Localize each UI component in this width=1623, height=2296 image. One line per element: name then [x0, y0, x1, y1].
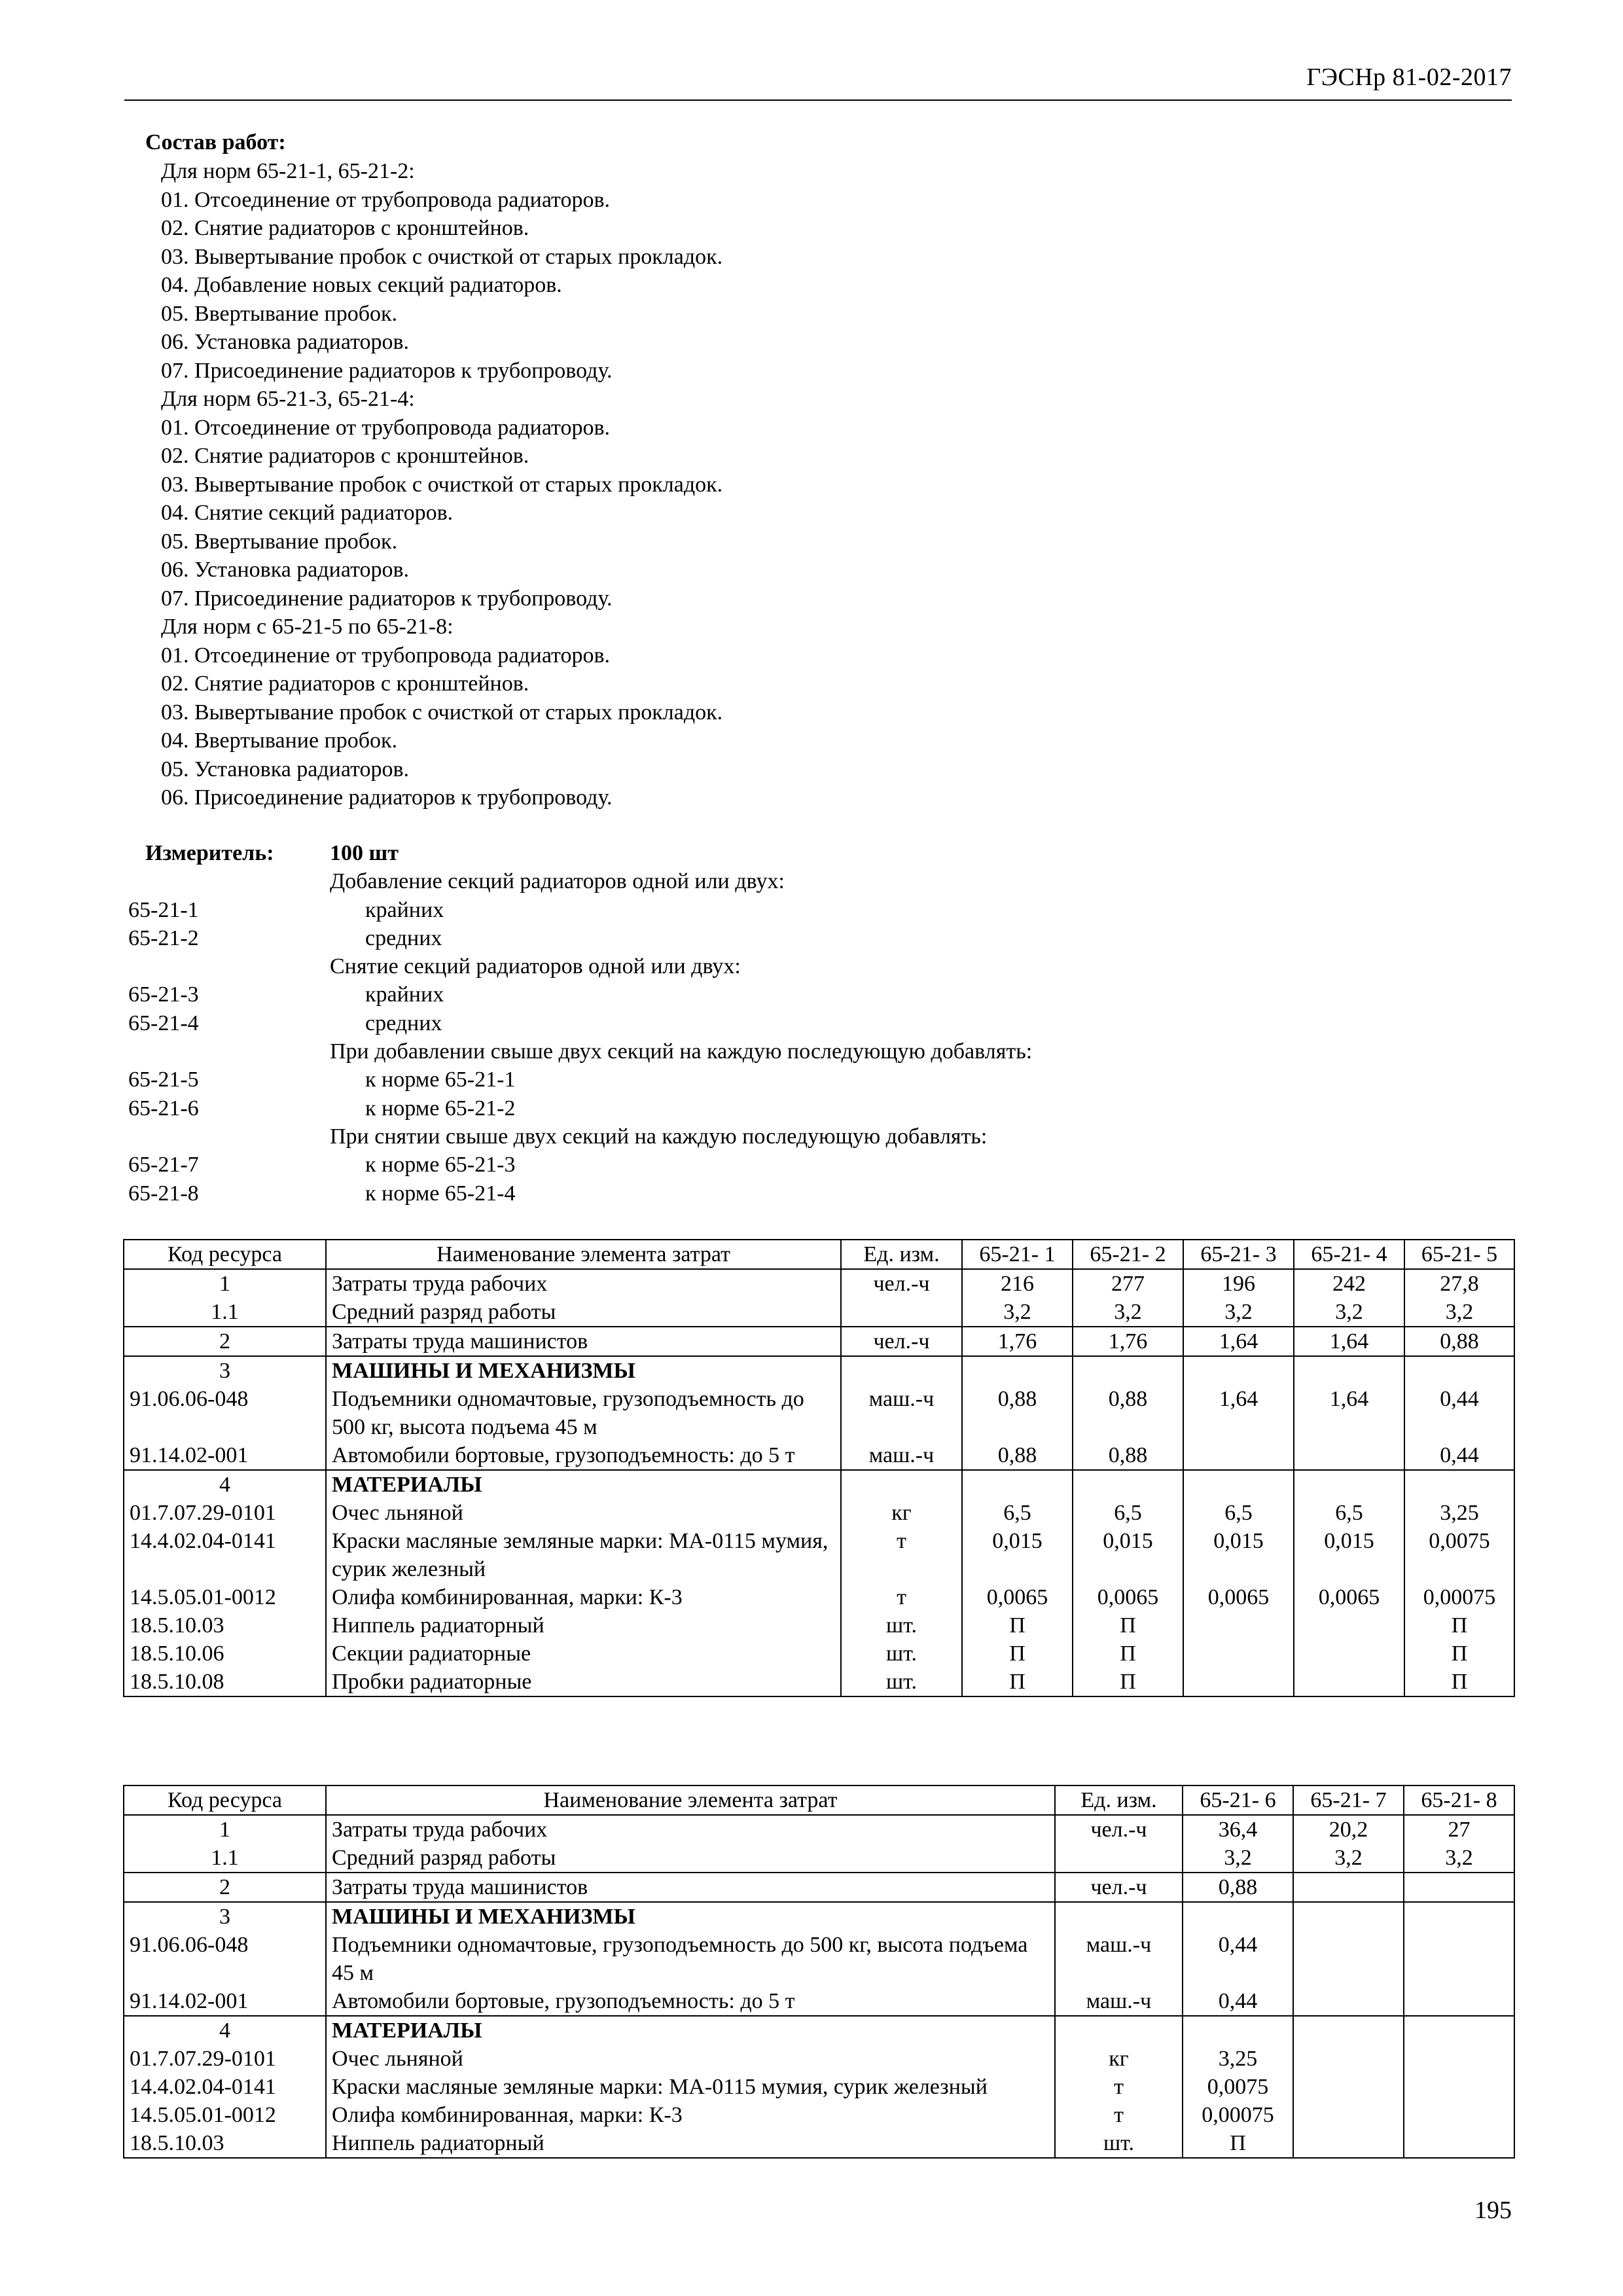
norm-value [1183, 1640, 1294, 1668]
norm-value: 0,88 [962, 1385, 1073, 1441]
table-row [124, 1873, 1514, 1902]
resource-code: 14.4.02.04-0141 [124, 1527, 326, 1583]
cost-element-name: Подъемники одномачтовые, грузоподъемность до 500 кг, высота подъема 45 м [326, 1931, 1055, 1987]
measure-row [128, 1009, 1437, 1037]
norm-value: 3,2 [1183, 1298, 1294, 1327]
unit-of-measure [841, 1298, 962, 1327]
norm-value [1404, 2073, 1514, 2101]
work-step: 04. Добавление новых секций радиаторов. [161, 273, 562, 297]
measure-list [128, 867, 1437, 1208]
norm-value [1404, 2101, 1514, 2129]
norm-value: 3,25 [1183, 2045, 1293, 2073]
column-header: Ед. изм. [1055, 1785, 1183, 1815]
work-step: Для норм 65-21-3, 65-21-4: [161, 387, 415, 411]
unit-of-measure: чел.-ч [841, 1269, 962, 1298]
document-code: ГЭСНр 81-02-2017 [1306, 63, 1512, 91]
unit-of-measure: шт. [841, 1640, 962, 1668]
unit-of-measure: шт. [841, 1611, 962, 1640]
norm-value: 0,015 [1183, 1527, 1294, 1583]
work-step: Для норм 65-21-1, 65-21-2: [161, 159, 415, 183]
cost-element-name: Очес льняной [326, 2045, 1055, 2073]
measure-row [128, 1066, 1437, 1094]
norm-value [1183, 1611, 1294, 1640]
table-header-row [124, 1240, 1514, 1269]
norm-value [1293, 2129, 1404, 2158]
norm-value: 3,2 [1294, 1298, 1404, 1327]
unit-of-measure: маш.-ч [841, 1441, 962, 1470]
norm-value: 0,00075 [1183, 2101, 1293, 2129]
norm-value: 0,44 [1404, 1385, 1514, 1441]
resource-code: 14.5.05.01-0012 [124, 2101, 326, 2129]
unit-of-measure: кг [841, 1499, 962, 1527]
norm-description: При добавлении свыше двух секций на каждую последующую добавлять: [330, 1039, 1033, 1064]
norm-value [1073, 1356, 1183, 1385]
unit-of-measure [1055, 1844, 1183, 1873]
work-composition-title: Состав работ: [145, 130, 286, 154]
norm-value: 0,0065 [1073, 1583, 1183, 1611]
cost-element-name: МАШИНЫ И МЕХАНИЗМЫ [326, 1902, 1055, 1931]
unit-of-measure: шт. [1055, 2129, 1183, 2158]
resource-code: 1 [124, 1269, 326, 1298]
measure-row [128, 980, 1437, 1009]
table-row [124, 2016, 1514, 2045]
table-row [124, 1640, 1514, 1668]
cost-element-name: Затраты труда машинистов [326, 1327, 841, 1356]
norm-value: 277 [1073, 1269, 1183, 1298]
column-header: 65-21- 1 [962, 1240, 1073, 1269]
cost-element-name: МАТЕРИАЛЫ [326, 2016, 1055, 2045]
norm-value: 0,44 [1183, 1931, 1293, 1987]
cost-element-name: Секции радиаторные [326, 1640, 841, 1668]
table-row [124, 2073, 1514, 2101]
norm-value: 1,64 [1294, 1327, 1404, 1356]
work-step: 03. Вывертывание пробок с очисткой от старых прокладок. [161, 472, 723, 497]
unit-of-measure: чел.-ч [1055, 1815, 1183, 1844]
unit-of-measure: кг [1055, 2045, 1183, 2073]
work-step: 01. Отсоединение от трубопровода радиаторов. [161, 643, 611, 668]
cost-element-name: Затраты труда машинистов [326, 1873, 1055, 1902]
work-composition [145, 128, 1389, 812]
norm-value: П [962, 1611, 1073, 1640]
norm-code: 65-21-3 [128, 982, 199, 1007]
norm-value [962, 1470, 1073, 1499]
column-header: 65-21- 5 [1404, 1240, 1514, 1269]
norm-value: 3,2 [1073, 1298, 1183, 1327]
norm-value: П [962, 1640, 1073, 1668]
norm-value [1404, 1356, 1514, 1385]
work-step: 04. Ввертывание пробок. [161, 728, 398, 753]
cost-element-name: Автомобили бортовые, грузоподъемность: до 5 т [326, 1987, 1055, 2016]
unit-of-measure: чел.-ч [1055, 1873, 1183, 1902]
norm-value: 0,0075 [1404, 1527, 1514, 1583]
norm-value: 0,88 [1404, 1327, 1514, 1356]
column-header: Код ресурса [124, 1785, 326, 1815]
norm-value: 6,5 [962, 1499, 1073, 1527]
table-row [124, 1902, 1514, 1931]
column-header: Код ресурса [124, 1240, 326, 1269]
table-row [124, 1327, 1514, 1356]
measure-header [128, 839, 1437, 867]
unit-of-measure [1055, 2016, 1183, 2045]
measure-row [128, 1037, 1437, 1066]
resource-code: 3 [124, 1902, 326, 1931]
norm-description: крайних [365, 982, 444, 1007]
norm-value: П [1073, 1668, 1183, 1696]
work-step: 02. Снятие радиаторов с кронштейнов. [161, 216, 529, 240]
work-step: 02. Снятие радиаторов с кронштейнов. [161, 672, 529, 696]
norm-value [1294, 1668, 1404, 1696]
norm-value: 196 [1183, 1269, 1294, 1298]
norm-value: 1,64 [1183, 1385, 1294, 1441]
norm-value [1073, 1470, 1183, 1499]
cost-element-name: Автомобили бортовые, грузоподъемность: до 5 т [326, 1441, 841, 1470]
work-step: 03. Вывертывание пробок с очисткой от старых прокладок. [161, 244, 723, 269]
column-header: 65-21- 4 [1294, 1240, 1404, 1269]
norm-value: 20,2 [1293, 1815, 1404, 1844]
resource-code: 1.1 [124, 1298, 326, 1327]
norm-value: 0,0075 [1183, 2073, 1293, 2101]
column-header: 65-21- 7 [1293, 1785, 1404, 1815]
norm-value: П [962, 1668, 1073, 1696]
norm-description: средних [365, 1011, 442, 1035]
work-step: 06. Присоединение радиаторов к трубопроводу. [161, 785, 613, 810]
measure-block [128, 839, 1437, 1208]
resource-code: 2 [124, 1873, 326, 1902]
norm-description: средних [365, 925, 442, 950]
norm-value: 0,0065 [962, 1583, 1073, 1611]
resource-code: 4 [124, 2016, 326, 2045]
norm-value [962, 1356, 1073, 1385]
norm-value [1404, 2129, 1514, 2158]
resource-code: 14.5.05.01-0012 [124, 1583, 326, 1611]
work-step: 07. Присоединение радиаторов к трубопроводу. [161, 358, 613, 383]
norm-value: 0,88 [1073, 1385, 1183, 1441]
resource-code: 01.7.07.29-0101 [124, 1499, 326, 1527]
norm-value [1294, 1470, 1404, 1499]
measure-row [128, 952, 1437, 980]
resource-code: 91.14.02-001 [124, 1987, 326, 2016]
norm-code: 65-21-2 [128, 925, 199, 950]
norm-description: к норме 65-21-3 [365, 1153, 516, 1177]
norm-value [1404, 1902, 1514, 1931]
measure-row [128, 867, 1437, 895]
resource-table-2 [123, 1785, 1515, 2159]
norm-value: 0,88 [1073, 1441, 1183, 1470]
norm-value: 3,2 [1183, 1844, 1293, 1873]
work-step: 05. Ввертывание пробок. [161, 529, 398, 554]
page-number: 195 [1474, 2197, 1512, 2224]
norm-value [1293, 1987, 1404, 2016]
column-header: 65-21- 3 [1183, 1240, 1294, 1269]
norm-value [1293, 2045, 1404, 2073]
work-step: 05. Установка радиаторов. [161, 757, 410, 781]
unit-of-measure: т [1055, 2073, 1183, 2101]
norm-value [1183, 1470, 1294, 1499]
resource-code: 2 [124, 1327, 326, 1356]
table-row [124, 2101, 1514, 2129]
norm-value: П [1073, 1611, 1183, 1640]
norm-value: 216 [962, 1269, 1073, 1298]
norm-value: П [1404, 1611, 1514, 1640]
norm-code: 65-21-5 [128, 1067, 199, 1092]
resource-code: 1 [124, 1815, 326, 1844]
norm-value [1183, 1356, 1294, 1385]
norm-value: 0,44 [1183, 1987, 1293, 2016]
norm-value [1293, 1873, 1404, 1902]
work-step: 05. Ввертывание пробок. [161, 301, 398, 326]
norm-value: П [1404, 1640, 1514, 1668]
table-row [124, 2045, 1514, 2073]
unit-of-measure: маш.-ч [1055, 1987, 1183, 2016]
norm-value [1404, 2016, 1514, 2045]
norm-value [1294, 1441, 1404, 1470]
norm-value: 3,2 [1293, 1844, 1404, 1873]
cost-element-name: Ниппель радиаторный [326, 2129, 1055, 2158]
cost-element-name: МАШИНЫ И МЕХАНИЗМЫ [326, 1356, 841, 1385]
norm-value [1183, 2016, 1293, 2045]
table-row [124, 2129, 1514, 2158]
unit-of-measure: маш.-ч [841, 1385, 962, 1441]
work-step: 03. Вывертывание пробок с очисткой от старых прокладок. [161, 700, 723, 725]
resource-code: 01.7.07.29-0101 [124, 2045, 326, 2073]
cost-element-name: Очес льняной [326, 1499, 841, 1527]
table-row [124, 1527, 1514, 1583]
resource-code: 18.5.10.03 [124, 1611, 326, 1640]
norm-value: 6,5 [1183, 1499, 1294, 1527]
norm-value: 0,44 [1404, 1441, 1514, 1470]
work-step: 06. Установка радиаторов. [161, 558, 410, 582]
table-row [124, 1499, 1514, 1527]
column-header: 65-21- 6 [1183, 1785, 1293, 1815]
table-row [124, 1298, 1514, 1327]
norm-code: 65-21-8 [128, 1181, 199, 1206]
norm-value [1183, 1441, 1294, 1470]
norm-value [1404, 1931, 1514, 1987]
norm-value [1183, 1902, 1293, 1931]
norm-description: к норме 65-21-4 [365, 1181, 516, 1206]
table-header-row [124, 1785, 1514, 1815]
work-step: 01. Отсоединение от трубопровода радиаторов. [161, 187, 611, 212]
norm-value [1404, 1470, 1514, 1499]
cost-element-name: Ниппель радиаторный [326, 1611, 841, 1640]
work-composition-list [145, 157, 1389, 812]
cost-element-name: Пробки радиаторные [326, 1668, 841, 1696]
norm-value: П [1073, 1640, 1183, 1668]
resource-table-1 [123, 1239, 1515, 1697]
resource-code: 14.4.02.04-0141 [124, 2073, 326, 2101]
norm-value: 3,2 [962, 1298, 1073, 1327]
norm-description: При снятии свыше двух секций на каждую последующую добавлять: [330, 1124, 988, 1149]
column-header: Наименование элемента затрат [326, 1785, 1055, 1815]
norm-code: 65-21-4 [128, 1011, 199, 1035]
resource-code: 1.1 [124, 1844, 326, 1873]
norm-value: 27 [1404, 1815, 1514, 1844]
work-step: 07. Присоединение радиаторов к трубопроводу. [161, 586, 613, 611]
cost-element-name: Подъемники одномачтовые, грузоподъемность до 500 кг, высота подъема 45 м [326, 1385, 841, 1441]
measure-row [128, 1151, 1437, 1179]
norm-value: 0,015 [1073, 1527, 1183, 1583]
table-row [124, 1931, 1514, 1987]
norm-value: П [1183, 2129, 1293, 2158]
norm-value [1404, 1987, 1514, 2016]
norm-value: П [1404, 1668, 1514, 1696]
measure-row [128, 896, 1437, 924]
norm-description: к норме 65-21-1 [365, 1067, 516, 1092]
resource-code: 18.5.10.08 [124, 1668, 326, 1696]
work-step: 04. Снятие секций радиаторов. [161, 501, 454, 525]
resource-code: 91.06.06-048 [124, 1931, 326, 1987]
unit-of-measure: т [841, 1527, 962, 1583]
cost-element-name: Краски масляные земляные марки: МА-0115 мумия, сурик железный [326, 1527, 841, 1583]
norm-value: 36,4 [1183, 1815, 1293, 1844]
cost-element-name: МАТЕРИАЛЫ [326, 1470, 841, 1499]
norm-value [1294, 1356, 1404, 1385]
norm-code: 65-21-1 [128, 897, 199, 922]
work-step: 01. Отсоединение от трубопровода радиаторов. [161, 415, 611, 440]
unit-of-measure: т [1055, 2101, 1183, 2129]
norm-value [1404, 1873, 1514, 1902]
norm-value: 1,76 [1073, 1327, 1183, 1356]
resource-code: 4 [124, 1470, 326, 1499]
norm-value [1293, 2073, 1404, 2101]
table-row [124, 1583, 1514, 1611]
norm-value [1404, 2045, 1514, 2073]
measure-row [128, 1094, 1437, 1122]
cost-element-name: Олифа комбинированная, марки: К-3 [326, 1583, 841, 1611]
table-row [124, 1815, 1514, 1844]
norm-description: к норме 65-21-2 [365, 1096, 516, 1121]
norm-value: 1,64 [1183, 1327, 1294, 1356]
table-row [124, 1470, 1514, 1499]
resource-code: 18.5.10.06 [124, 1640, 326, 1668]
norm-value: 242 [1294, 1269, 1404, 1298]
norm-value: 6,5 [1294, 1499, 1404, 1527]
norm-value: 0,88 [962, 1441, 1073, 1470]
table-row [124, 1668, 1514, 1696]
unit-of-measure: маш.-ч [1055, 1931, 1183, 1987]
column-header: Ед. изм. [841, 1240, 962, 1269]
measure-row [128, 1179, 1437, 1208]
resource-code: 18.5.10.03 [124, 2129, 326, 2158]
norm-value: 3,2 [1404, 1298, 1514, 1327]
norm-value: 6,5 [1073, 1499, 1183, 1527]
unit-of-measure: чел.-ч [841, 1327, 962, 1356]
unit-of-measure: т [841, 1583, 962, 1611]
resource-code: 3 [124, 1356, 326, 1385]
column-header: 65-21- 8 [1404, 1785, 1514, 1815]
norm-value: 0,015 [1294, 1527, 1404, 1583]
table-row [124, 1385, 1514, 1441]
column-header: 65-21- 2 [1073, 1240, 1183, 1269]
unit-of-measure: шт. [841, 1668, 962, 1696]
measure-row [128, 924, 1437, 952]
norm-description: крайних [365, 897, 444, 922]
norm-value: 1,64 [1294, 1385, 1404, 1441]
cost-element-name: Средний разряд работы [326, 1844, 1055, 1873]
resource-code: 91.14.02-001 [124, 1441, 326, 1470]
norm-value: 1,76 [962, 1327, 1073, 1356]
cost-element-name: Краски масляные земляные марки: МА-0115 мумия, сурик железный [326, 2073, 1055, 2101]
resource-code: 91.06.06-048 [124, 1385, 326, 1441]
norm-value [1293, 2016, 1404, 2045]
norm-value [1183, 1668, 1294, 1696]
table-row [124, 1441, 1514, 1470]
norm-value: 0,015 [962, 1527, 1073, 1583]
measure-label: Измеритель: [145, 841, 274, 865]
norm-description: Добавление секций радиаторов одной или двух: [330, 869, 785, 894]
norm-value [1293, 1902, 1404, 1931]
norm-value: 3,25 [1404, 1499, 1514, 1527]
norm-code: 65-21-7 [128, 1153, 199, 1177]
page-header [124, 63, 1512, 101]
table-row [124, 1356, 1514, 1385]
norm-value [1294, 1611, 1404, 1640]
norm-value: 0,00075 [1404, 1583, 1514, 1611]
table-row [124, 1611, 1514, 1640]
table-row [124, 1269, 1514, 1298]
work-step: 06. Установка радиаторов. [161, 330, 410, 354]
cost-element-name: Затраты труда рабочих [326, 1269, 841, 1298]
norm-value: 0,0065 [1294, 1583, 1404, 1611]
cost-element-name: Олифа комбинированная, марки: К-3 [326, 2101, 1055, 2129]
measure-unit: 100 шт [330, 841, 399, 865]
cost-element-name: Средний разряд работы [326, 1298, 841, 1327]
column-header: Наименование элемента затрат [326, 1240, 841, 1269]
table-row [124, 1987, 1514, 2016]
norm-value: 27,8 [1404, 1269, 1514, 1298]
norm-value [1293, 1931, 1404, 1987]
norm-value: 3,2 [1404, 1844, 1514, 1873]
unit-of-measure [841, 1356, 962, 1385]
unit-of-measure [1055, 1902, 1183, 1931]
norm-description: Снятие секций радиаторов одной или двух: [330, 954, 741, 979]
cost-element-name: Затраты труда рабочих [326, 1815, 1055, 1844]
work-step: 02. Снятие радиаторов с кронштейнов. [161, 444, 529, 468]
table-row [124, 1844, 1514, 1873]
norm-code: 65-21-6 [128, 1096, 199, 1121]
measure-row [128, 1122, 1437, 1151]
norm-value [1294, 1640, 1404, 1668]
unit-of-measure [841, 1470, 962, 1499]
work-step: Для норм с 65-21-5 по 65-21-8: [161, 615, 454, 639]
norm-value [1293, 2101, 1404, 2129]
norm-value: 0,0065 [1183, 1583, 1294, 1611]
norm-value: 0,88 [1183, 1873, 1293, 1902]
